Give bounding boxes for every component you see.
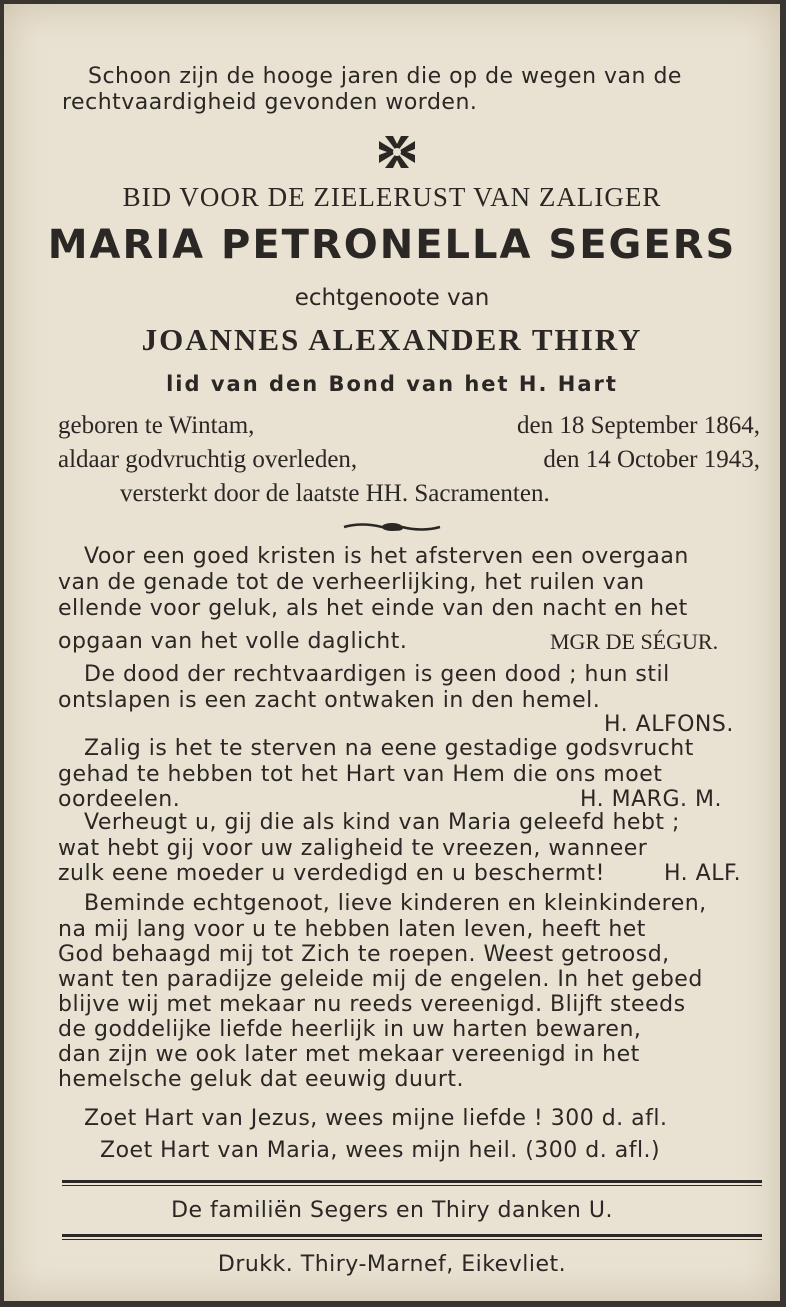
spouse-name: JOANNES ALEXANDER THIRY xyxy=(141,322,643,357)
prayer-line-1: Zoet Hart van Jezus, wees mijne liefde ! 300 d. afl. xyxy=(84,1106,668,1131)
quote-3-attribution: H. MARG. M. xyxy=(580,787,722,812)
farewell-line-6: de goddelijke liefde heerlijk in uw harten bewaren, xyxy=(58,1017,642,1042)
farewell-line-2: na mij lang voor u te hebben laten leven, heeft het xyxy=(58,917,646,942)
birth-place: geboren te Wintam, xyxy=(58,412,255,439)
quote-1-attribution: MGR DE SÉGUR. xyxy=(550,629,719,654)
farewell-line-3: God behaagd mij tot Zich te roepen. Weest getroosd, xyxy=(58,942,670,967)
quote-4-line-2: wat hebt gij voor uw zaligheid te vreezen, wanneer xyxy=(58,836,648,861)
death-date: den 14 October 1943, xyxy=(543,446,760,473)
death-place: aldaar godvruchtig overleden, xyxy=(58,446,358,473)
birth-date: den 18 September 1864, xyxy=(516,412,760,439)
invocation-heading: BID VOOR DE ZIELERUST VAN ZALIGER xyxy=(122,182,662,212)
quote-2-line-1: De dood der rechtvaardigen is geen dood ; hun stil xyxy=(84,662,670,687)
memorial-card xyxy=(4,4,780,1301)
quote-3-line-2: gehad te hebben tot het Hart van Hem die ons moet xyxy=(58,762,663,787)
farewell-line-4: want ten paradijze geleide mij de engelen. In het gebed xyxy=(58,967,703,992)
thanks-line: De familiën Segers en Thiry danken U. xyxy=(171,1198,613,1223)
quote-2-line-2: ontslapen is een zacht ontwaken in den hemel. xyxy=(58,688,601,713)
divider-rule-top-thin xyxy=(62,1185,762,1186)
divider-rule-bottom xyxy=(62,1234,762,1237)
quote-2-attribution: H. ALFONS. xyxy=(604,712,734,737)
membership-line: lid van den Bond van het H. Hart xyxy=(166,372,618,396)
printer-line: Drukk. Thiry-Marnef, Eikevliet. xyxy=(217,1252,567,1277)
ornament-divider xyxy=(342,520,442,534)
relation-label: echtgenoote van xyxy=(294,285,490,311)
farewell-line-8: hemelsche geluk dat eeuwig duurt. xyxy=(58,1067,465,1092)
quote-4-line-3: zulk eene moeder u verdedigd en u beschermt! xyxy=(58,861,605,886)
sacraments-line: versterkt door de laatste HH. Sacramenten. xyxy=(120,480,550,507)
divider-rule-top xyxy=(62,1180,762,1183)
farewell-line-7: dan zijn we ook later met mekaar vereenigd in het xyxy=(58,1042,640,1067)
epigraph-line-2: rechtvaardigheid gevonden worden. xyxy=(62,90,478,115)
quote-1-line-1: Voor een goed kristen is het afsterven een overgaan xyxy=(84,544,689,569)
cross-icon xyxy=(375,132,419,172)
farewell-line-5: blijve wij met mekaar nu reeds vereenigd. Blijft steeds xyxy=(58,992,686,1017)
deceased-name: MARIA PETRONELLA SEGERS xyxy=(47,222,737,268)
quote-3-line-3: oordeelen. xyxy=(58,787,181,812)
quote-1-line-2: van de genade tot de verheerlijking, het ruilen van xyxy=(58,570,645,595)
divider-rule-bottom-thin xyxy=(62,1239,762,1240)
quote-1-line-3: ellende voor geluk, als het einde van den nacht en het xyxy=(58,596,688,621)
prayer-line-2: Zoet Hart van Maria, wees mijn heil. (300 d. afl.) xyxy=(100,1138,661,1163)
epigraph-line-1: Schoon zijn de hooge jaren die op de wegen van de xyxy=(88,64,682,89)
farewell-line-1: Beminde echtgenoot, lieve kinderen en kleinkinderen, xyxy=(84,891,707,916)
quote-3-line-1: Zalig is het te sterven na eene gestadige godsvrucht xyxy=(84,736,694,761)
quote-4-line-1: Verheugt u, gij die als kind van Maria geleefd hebt ; xyxy=(84,810,680,835)
quote-1-line-4: opgaan van het volle daglicht. xyxy=(58,629,408,654)
quote-4-attribution: H. ALF. xyxy=(664,861,742,886)
